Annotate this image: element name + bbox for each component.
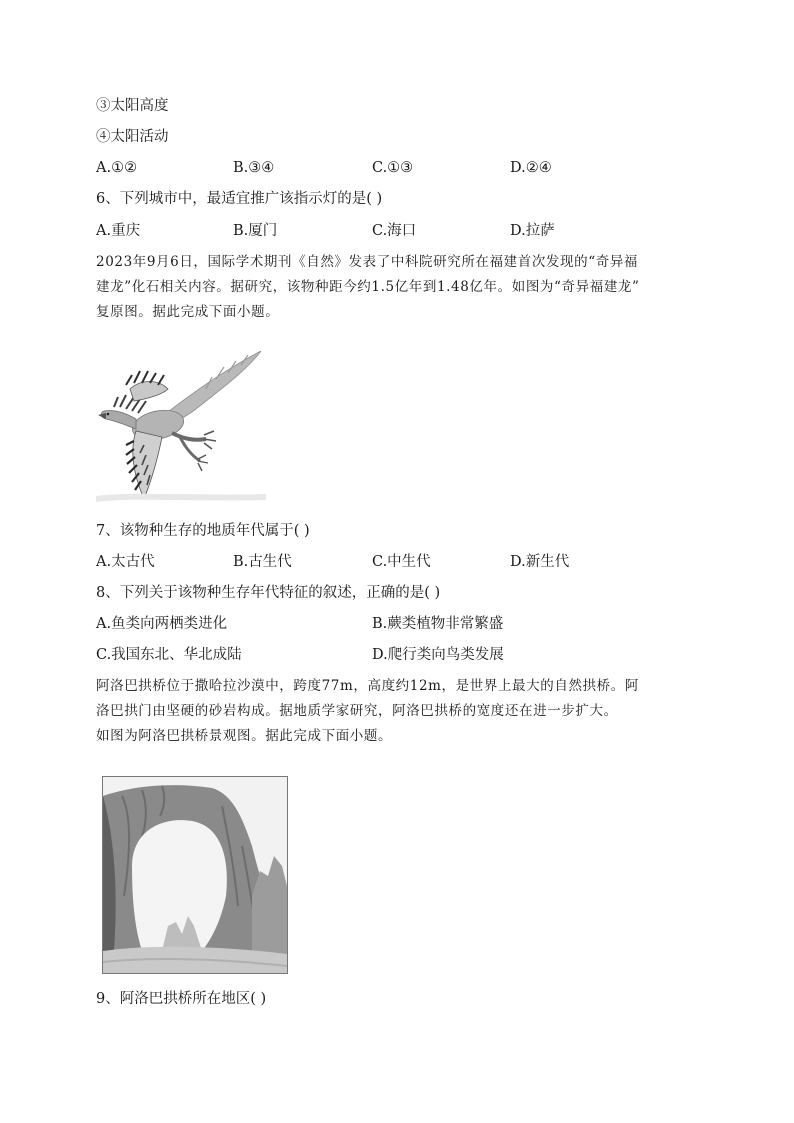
- passage-line: 阿洛巴拱桥位于撒哈拉沙漠中，跨度77m，高度约12m，是世界上最大的自然拱桥。阿: [96, 678, 639, 694]
- q5-option-b: B.③④: [233, 160, 275, 176]
- aloba-arch-photo: [102, 776, 288, 974]
- q8-option-d: D.爬行类向鸟类发展: [372, 647, 504, 663]
- passage-line: 如图为阿洛巴拱桥景观图。据此完成下面小题。: [96, 728, 393, 744]
- q8-option-c: C.我国东北、华北成陆: [96, 647, 242, 663]
- passage-line: 建龙”化石相关内容。据研究，该物种距今约1.5亿年到1.48亿年。如图为“奇异福建龙”: [96, 279, 640, 295]
- q6-option-a: A.重庆: [96, 223, 141, 239]
- passage-line: 复原图。据此完成下面小题。: [96, 304, 280, 320]
- q7-option-b: B.古生代: [233, 554, 292, 570]
- q5-item-3: ③太阳高度: [96, 98, 169, 114]
- q5-option-d: D.②④: [510, 160, 552, 176]
- q9-stem: 9、阿洛巴拱桥所在地区( ): [96, 991, 267, 1007]
- q8-option-a: A.鱼类向两栖类进化: [96, 616, 228, 632]
- q8-stem: 8、下列关于该物种生存年代特征的叙述，正确的是( ): [96, 585, 441, 601]
- q5-option-a: A.①②: [96, 160, 138, 176]
- passage-aloba-arch: [96, 674, 702, 749]
- passage-line: 洛巴拱门由坚硬的砂岩构成。据地质学家研究，阿洛巴拱桥的宽度还在进一步扩大。: [96, 703, 618, 719]
- passage-line: 2023年9月6日，国际学术期刊《自然》发表了中科院研究所在福建首次发现的“奇异福: [96, 254, 639, 270]
- q5-item-4: ④太阳活动: [96, 129, 169, 145]
- q7-stem: 7、该物种生存的地质年代属于( ): [96, 523, 310, 539]
- passage-fujianvenator: [96, 250, 702, 325]
- q8-option-b: B.蕨类植物非常繁盛: [372, 616, 504, 632]
- q7-option-d: D.新生代: [510, 554, 570, 570]
- q5-option-c: C.①③: [372, 160, 414, 176]
- q6-option-b: B.厦门: [233, 223, 278, 239]
- dinosaur-reconstruction-image: [96, 349, 266, 509]
- q7-option-a: A.太古代: [96, 554, 155, 570]
- q6-stem: 6、下列城市中，最适宜推广该指示灯的是( ): [96, 191, 383, 207]
- q6-option-c: C.海口: [372, 223, 417, 239]
- q7-option-c: C.中生代: [372, 554, 431, 570]
- q6-option-d: D.拉萨: [510, 223, 555, 239]
